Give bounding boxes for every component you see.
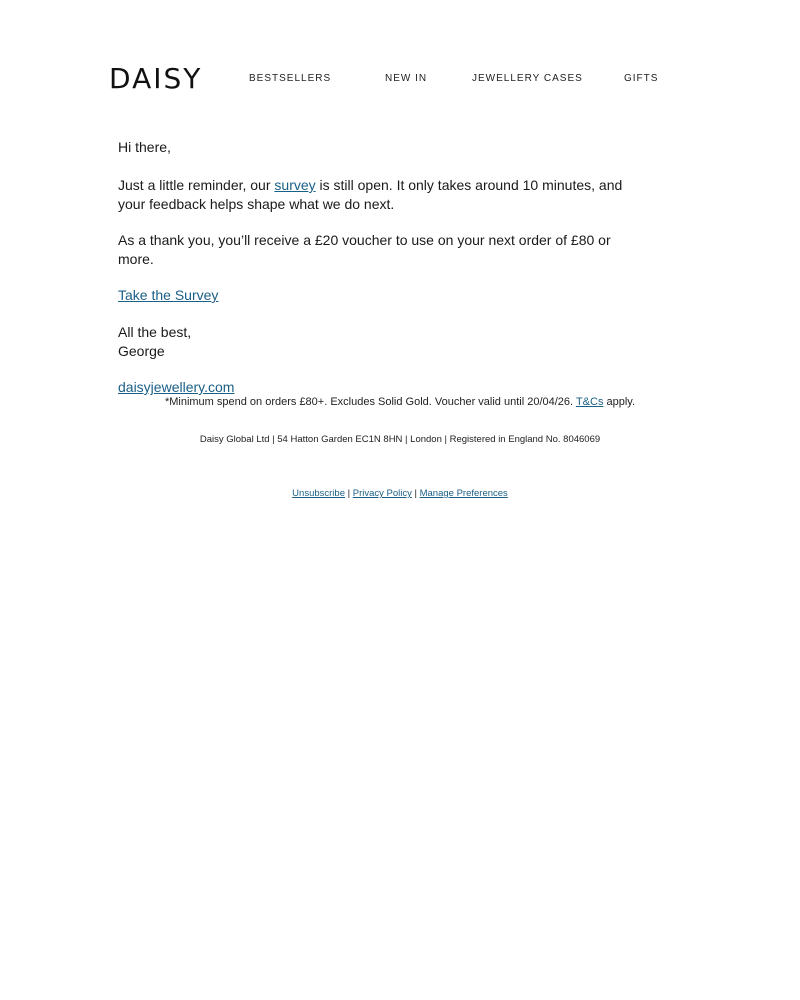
nav-new-in[interactable]: NEW IN (385, 73, 428, 84)
unsubscribe-link[interactable]: Unsubscribe (292, 488, 345, 499)
nav-bestsellers[interactable]: BESTSELLERS (249, 73, 332, 84)
footer-links (0, 488, 800, 499)
privacy-policy-link[interactable]: Privacy Policy (352, 488, 412, 499)
email-body (118, 138, 648, 397)
footer-separator: | (411, 488, 420, 499)
manage-preferences-link[interactable]: Manage Preferences (419, 488, 508, 499)
reminder-paragraph (118, 176, 648, 214)
take-survey-link[interactable]: Take the Survey (118, 287, 219, 303)
survey-inline-link[interactable]: survey (274, 177, 316, 193)
website-link[interactable]: daisyjewellery.com (118, 379, 235, 395)
signoff: All the best, (118, 324, 192, 340)
daisy-logo[interactable]: DAISY (109, 62, 203, 95)
reminder-text-end: is still open. It only takes around 10 minutes, and your feedback helps shape what we do next. (118, 177, 623, 212)
footer-separator: | (344, 488, 353, 499)
voucher-paragraph: As a thank you, you’ll receive a £20 voucher to use on your next order of £80 or more. (118, 232, 611, 267)
signature: George (118, 343, 165, 359)
disclaimer-text: *Minimum spend on orders £80+. Excludes Solid Gold. Voucher valid until 20/04/26. (164, 396, 576, 408)
email-header (0, 0, 800, 120)
nav-gifts[interactable]: GIFTS (624, 73, 659, 84)
company-info: Daisy Global Ltd | 54 Hatton Garden EC1N 8HN | London | Registered in England No. 8046069 (199, 434, 601, 445)
reminder-text-start: Just a little reminder, our (118, 177, 275, 193)
nav-jewellery-cases[interactable]: JEWELLERY CASES (472, 73, 583, 84)
greeting: Hi there, (118, 139, 171, 155)
voucher-disclaimer (0, 396, 800, 408)
disclaimer-end: apply. (603, 396, 636, 408)
tcs-link[interactable]: T&Cs (575, 396, 604, 408)
